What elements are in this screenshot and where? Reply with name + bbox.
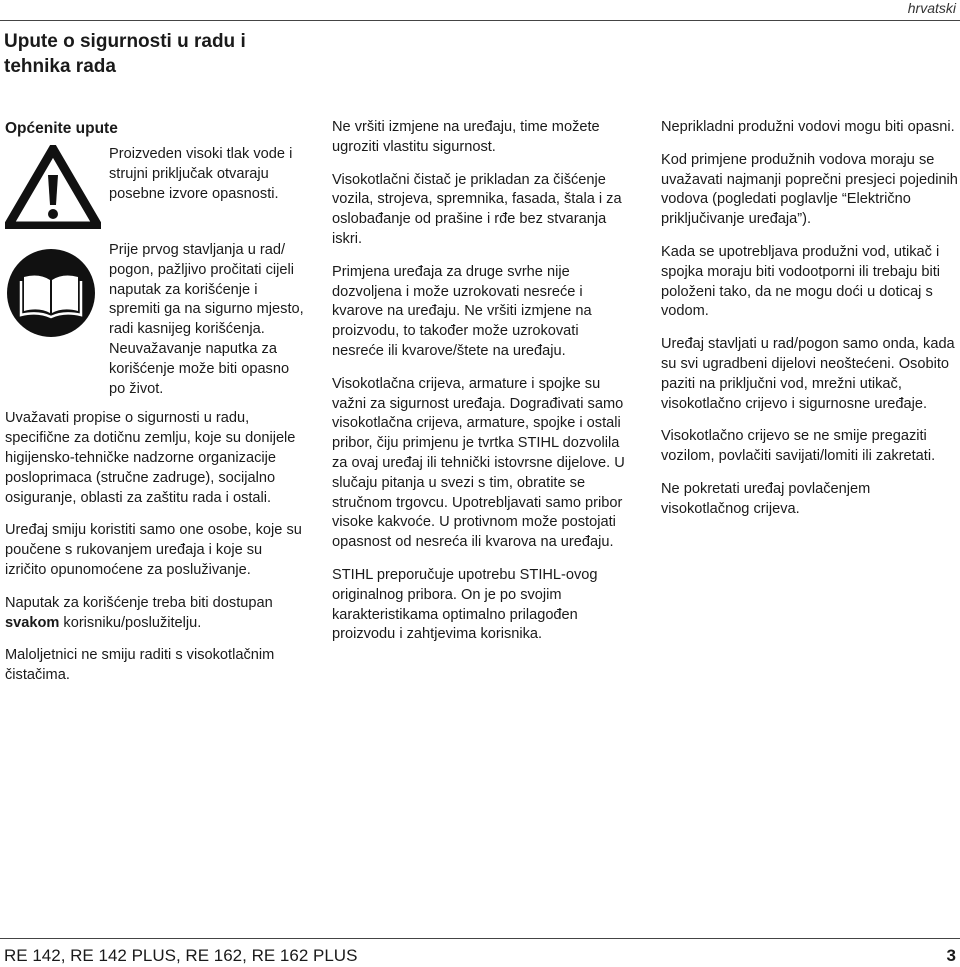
text-run: Naputak za korišćenje treba biti dostupan bbox=[5, 594, 273, 611]
read-manual-book-icon bbox=[5, 247, 97, 339]
paragraph bbox=[5, 594, 305, 634]
paragraph: Ne pokretati uređaj povlačenjem visokotlačnog crijeva. bbox=[661, 480, 871, 517]
paragraph: Kod primjene produžnih vodova moraju se uvažavati najmanji poprečni presjeci pojedinih vodova (pogledati poglavlje “Električno priključivanje uređaja”). bbox=[661, 151, 958, 228]
paragraph: Primjena uređaja za druge svrhe nije dozvoljena i može uzrokovati nesreće i kvarove na uređaju. Ne vršiti izmjene na proizvodu, to također može uzrokovati nesreće ili kvarove/štete na uređaju. bbox=[332, 263, 592, 359]
manual-block bbox=[5, 241, 305, 399]
paragraph: Neprikladni produžni vodovi mogu biti opasni. bbox=[661, 119, 955, 135]
footer-models: RE 142, RE 142 PLUS, RE 162, RE 162 PLUS bbox=[4, 946, 358, 965]
paragraph: Uvažavati propise o sigurnosti u radu, specifične za dotičnu zemlju, koje su donijele higijensko-tehničke nadzorne organizacije posloprimaca (stručne zadruge), socijalno osiguranje, oblasti za zaštitu rada i ostali. bbox=[5, 410, 296, 506]
paragraph: Visokotlačni čistač je prikladan za čišćenje vozila, strojeva, spremnika, fasada, štala i za oslobađanje od prašine i rđe bez stvaranja iskri. bbox=[332, 171, 622, 247]
section-heading: Općenite upute bbox=[5, 120, 118, 137]
paragraph: Ne vršiti izmjene na uređaju, time možete ugroziti vlastitu sigurnost. bbox=[332, 119, 600, 155]
language-label: hrvatski bbox=[907, 0, 956, 16]
header-rule bbox=[0, 20, 960, 21]
column-2 bbox=[332, 118, 632, 658]
emphasis-text: svakom bbox=[5, 614, 60, 631]
manual-text: Prije prvog stavljanja u rad/ pogon, pažljivo pročitati cijeli naputak za korišćenje i spremiti ga na sigurno mjesto, radi kasnijeg korišćenja. Neuvažavanje naputka za korišćenje može biti opasno po život. bbox=[109, 242, 304, 397]
warning-block bbox=[5, 145, 305, 225]
paragraph: STIHL preporučuje upotrebu STIHL-ovog originalnog pribora. On je po svojim karakteristikama optimalno prilagođen proizvodu i zahtjevima korisnika. bbox=[332, 566, 598, 643]
warning-triangle-icon bbox=[5, 145, 101, 229]
column-3 bbox=[661, 118, 959, 533]
page-title: Upute o sigurnosti u radu i tehnika rada bbox=[4, 31, 246, 77]
paragraph: Uređaj smiju koristiti samo one osobe, koje su poučene s rukovanjem uređaja i koje su izričito opunomoćene za posluživanje. bbox=[5, 522, 302, 578]
page-number: 3 bbox=[946, 946, 956, 965]
footer-rule bbox=[0, 938, 960, 939]
paragraph: Maloljetnici ne smiju raditi s visokotlačnim čistačima. bbox=[5, 647, 275, 684]
text-run: korisniku/poslužitelju. bbox=[59, 614, 202, 631]
paragraph: Uređaj stavljati u rad/pogon samo onda, kada su svi ugradbeni dijelovi neoštećeni. Osobito paziti na priključni vod, mrežni utikač, visokotlačno crijevo i sigurnosne uređaje. bbox=[661, 336, 955, 412]
column-1 bbox=[5, 118, 305, 699]
paragraph: Visokotlačna crijeva, armature i spojke su važni za sigurnost uređaja. Dograđivati samo visokotlačna crijeva, armature, spojke i ostali pribor, čiju primjenu je tvrtka STIHL dozvolila za ovaj uređaj ili tehnički istovrsne dijelove. U slučaju pitanja u svezi s tim, obratite se stručnom trgovcu. Upotrebljavati samo pribor visoke kakvoće. U protivnom može postojati opasnost od nesreća ili kvarova na uređaju. bbox=[332, 375, 625, 551]
paragraph: Kada se upotrebljava produžni vod, utikač i spojka moraju biti vodootporni ili trebaju biti položeni tako, da ne mogu doći u doticaj s vodom. bbox=[661, 243, 941, 320]
paragraph: Visokotlačno crijevo se ne smije pregaziti vozilom, povlačiti savijati/lomiti ili zakretati. bbox=[661, 428, 936, 465]
warning-text: Proizveden visoki tlak vode i strujni priključak otvaraju posebne izvore opasnosti. bbox=[109, 146, 293, 202]
